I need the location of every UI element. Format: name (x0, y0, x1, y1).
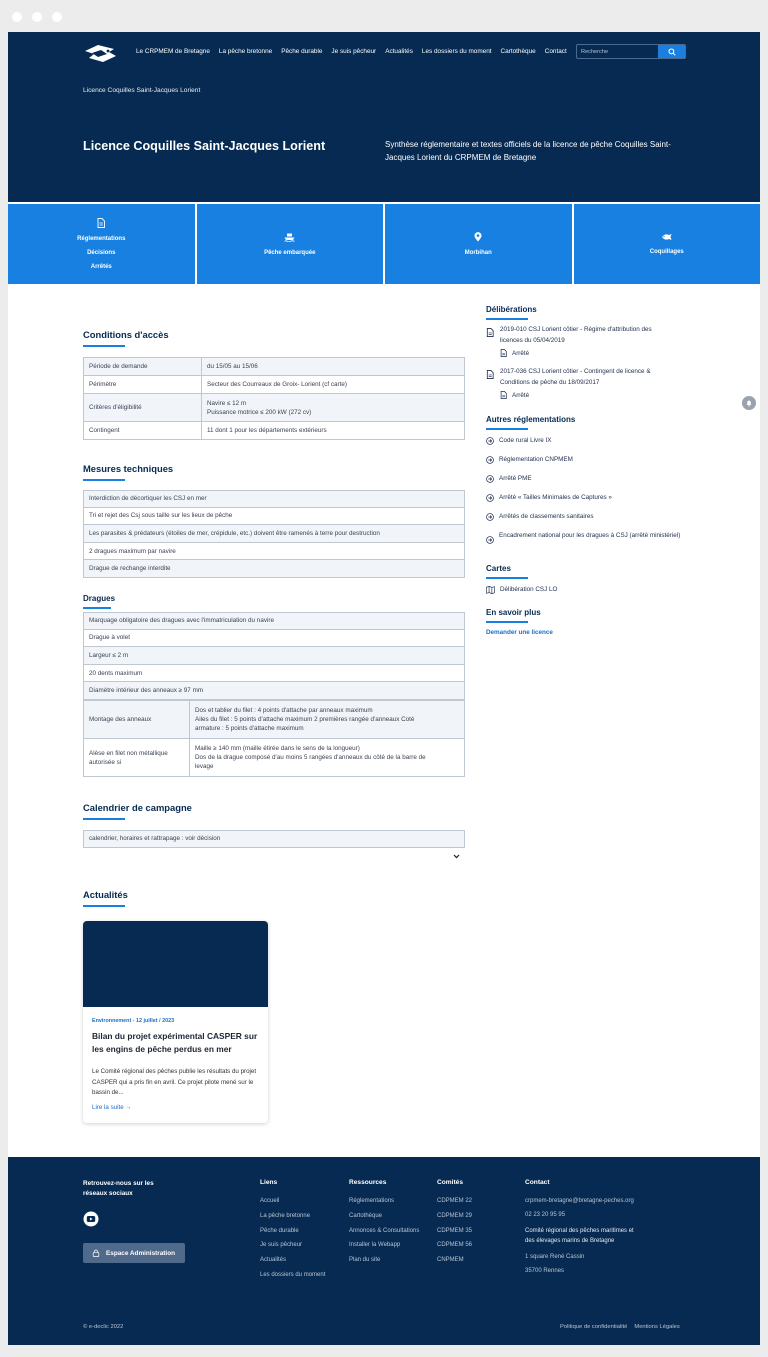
nav-item-actualites[interactable]: Actualités (385, 48, 413, 55)
reglementation-link[interactable] (486, 474, 681, 484)
reglementation-link[interactable] (486, 512, 681, 522)
footer-link[interactable]: Je suis pêcheur (260, 1242, 303, 1249)
table-row: calendrier, horaires et rattrapage : voir décision (83, 830, 465, 848)
footer-link[interactable]: Actualités (260, 1257, 287, 1264)
table-row: Largeur ≤ 2 m (83, 647, 465, 665)
deliberation-text: 2017-036 CSJ Lorient côtier - Contingent de licence & Conditions de pêche du 18/09/2017 (500, 368, 651, 386)
footer-link[interactable]: Annonces & Consultations (349, 1227, 420, 1234)
table-row: Drague à volet (83, 630, 465, 648)
link-label: Arrêté « Tailles Minimales de Captures » (499, 494, 612, 501)
dragues-heading: Dragues (83, 594, 115, 609)
table-cell-label: Critères d'éligibilité (84, 394, 202, 422)
footer-link[interactable]: Plan du site (349, 1257, 381, 1264)
footer-link[interactable]: CDPMEM 22 (437, 1198, 473, 1204)
dragues-list (83, 612, 465, 700)
tile-peche-embarquee[interactable] (197, 204, 384, 284)
reglementation-link[interactable] (486, 531, 681, 544)
value-line: Puissance motrice ≤ 200 kW (272 cv) (207, 408, 312, 416)
subitem-label: Arrêté (512, 391, 530, 399)
subitem-label: Arrêté (512, 349, 530, 357)
window-dot-icon (32, 12, 42, 22)
contact-phone[interactable]: 02 23 20 95 95 (525, 1212, 566, 1218)
pdf-file-icon (500, 391, 507, 399)
footer-col-heading: Contact (525, 1179, 550, 1186)
breadcrumb[interactable]: Licence Coquilles Saint-Jacques Lorient (83, 87, 201, 94)
footer-link[interactable]: CDPMEM 56 (437, 1242, 473, 1249)
browser-chrome (0, 0, 768, 32)
conditions-table (83, 357, 465, 440)
youtube-icon[interactable] (83, 1211, 99, 1227)
table-cell-value (202, 394, 465, 422)
value-line: Dos de la drague composé d'au moins 5 rangées d'anneaux du côté de la barre de (195, 754, 426, 761)
admin-button-label: Espace Administration (106, 1249, 176, 1257)
nav-item-dossiers[interactable]: Les dossiers du moment (421, 48, 492, 55)
table-row (84, 701, 465, 739)
footer-link[interactable]: La pêche bretonne (260, 1212, 311, 1219)
search-icon (668, 48, 676, 56)
map-icon (486, 586, 495, 594)
news-card[interactable] (83, 921, 268, 1123)
table-row (84, 422, 465, 440)
deliberation-text: 2019-010 CSJ Lorient côtier - Régime d'attribution des licences du 05/04/2019 (500, 326, 652, 344)
conditions-heading: Conditions d'accès (83, 329, 169, 347)
search-input[interactable] (577, 45, 658, 58)
deliberation-item[interactable] (486, 367, 676, 388)
footer-col-contact (525, 1179, 645, 1282)
tile-morbihan[interactable] (385, 204, 572, 284)
deliberation-subitem[interactable] (500, 349, 529, 357)
table-row: Les parasites & prédateurs (étoiles de mer, crépidule, etc.) doivent être ramenés à terre pour destruction (83, 525, 465, 543)
link-label: Arrêtés de classements sanitaires (499, 513, 594, 520)
news-card-meta: Environnement - 12 juillet / 2023 (92, 1018, 175, 1024)
footer-col-heading: Liens (260, 1179, 278, 1186)
window-dot-icon (52, 12, 62, 22)
table-row (84, 394, 465, 422)
link-label: Réglementation CNPMEM (499, 456, 573, 463)
chevron-down-icon[interactable] (453, 854, 460, 859)
social-heading: Retrouvez-nous sur les réseaux sociaux (83, 1180, 154, 1197)
tile-label: Arrêtés (90, 264, 112, 270)
table-cell-value (190, 739, 465, 777)
tile-label: Décisions (87, 250, 116, 256)
value-line: Navire ≤ 12 m (207, 399, 247, 407)
pdf-file-icon (486, 370, 494, 379)
footer-col-heading: Ressources (349, 1179, 387, 1186)
nav-item-peche-bretonne[interactable]: La pêche bretonne (218, 48, 273, 55)
news-card-title[interactable]: Bilan du projet expérimental CASPER sur les engins de pêche perdus en mer (92, 1031, 258, 1054)
nav-item-peche-durable[interactable]: Pêche durable (281, 48, 323, 55)
boat-icon (284, 233, 295, 242)
footer-link[interactable]: Installer la Webapp (349, 1242, 401, 1249)
footer-link[interactable]: CDPMEM 35 (437, 1227, 473, 1234)
link-label: Encadrement national pour les dragues à CSJ (arrêté ministériel) (499, 532, 681, 539)
shellfish-icon (661, 233, 672, 241)
arrow-circle-right-icon (486, 513, 494, 521)
demander-licence-link[interactable]: Demander une licence (486, 629, 553, 636)
table-cell-label: Montage des anneaux (84, 701, 190, 739)
admin-button[interactable] (83, 1243, 185, 1263)
footer-col-heading: Comités (437, 1179, 464, 1186)
reglementation-link[interactable] (486, 436, 681, 446)
value-line: Dos et tablier du filet : 4 points d'attache par anneaux maximum (195, 707, 373, 714)
table-cell-value (190, 701, 465, 739)
tile-label: Coquillages (649, 249, 684, 255)
table-row: 2 dragues maximum par navire (83, 543, 465, 561)
arrow-circle-right-icon (486, 437, 494, 445)
nav-item-crpmem[interactable]: Le CRPMEM de Bretagne (136, 48, 210, 55)
copyright: © e-declic 2022 (83, 1324, 124, 1330)
table-row (84, 376, 465, 394)
tile-label: Morbihan (464, 250, 492, 256)
deliberation-subitem[interactable] (500, 391, 529, 399)
link-label: Code rural Livre IX (499, 437, 552, 444)
dragues-table (83, 700, 465, 777)
document-icon (97, 218, 105, 228)
mesures-list (83, 490, 465, 578)
search-box (576, 44, 686, 59)
table-row: Tri et rejet des Csj sous taille sur les lieux de pêche (83, 508, 465, 526)
contact-street: 1 square René Cassin (525, 1254, 585, 1260)
value-line: armature : 5 points d'attache maximum (195, 725, 304, 732)
table-row (84, 358, 465, 376)
privacy-link[interactable]: Politique de confidentialité (560, 1324, 628, 1330)
site-footer (8, 1157, 760, 1345)
table-cell-value: Secteur des Courreaux de Groix- Lorient (cf carte) (202, 376, 465, 394)
autres-heading: Autres réglementations (486, 415, 575, 430)
arrow-circle-right-icon (486, 475, 494, 483)
deliberations-heading: Délibérations (486, 305, 537, 320)
nav-item-cartotheque[interactable]: Cartothèque (500, 48, 536, 55)
calendrier-list (83, 830, 465, 848)
table-cell-label: Périmètre (84, 376, 202, 394)
reglementation-link[interactable] (486, 455, 681, 465)
news-card-excerpt: Le Comité régional des pêches publie les résultats du projet CASPER qui a pris fin en avril. Ce projet pilote mené sur le bassin de... (92, 1068, 257, 1096)
savoir-heading: En savoir plus (486, 608, 541, 623)
pdf-file-icon (486, 328, 494, 337)
arrow-circle-right-icon (486, 536, 494, 544)
read-more-link[interactable]: Lire la suite → (92, 1104, 132, 1111)
actualites-heading: Actualités (83, 889, 128, 907)
table-row: Marquage obligatoire des dragues avec l'immatriculation du navire (83, 612, 465, 630)
page-title: Licence Coquilles Saint-Jacques Lorient (83, 139, 326, 153)
table-row: Drague de rechange interdite (83, 560, 465, 578)
footer-link[interactable]: Cartothèque (349, 1212, 383, 1219)
footer-link[interactable]: Accueil (260, 1198, 280, 1204)
table-cell-value: 11 dont 1 pour les départements extérieurs (202, 422, 465, 440)
footer-link[interactable]: CDPMEM 29 (437, 1212, 473, 1219)
search-button[interactable] (658, 45, 685, 58)
footer-col-ressources (349, 1179, 419, 1272)
notification-bell-icon[interactable] (742, 396, 756, 410)
table-cell-label: Alèse en filet non métallique autorisée si (84, 739, 190, 777)
crpmem-logo-icon[interactable] (83, 42, 117, 66)
category-tiles (8, 204, 760, 284)
value-line: Ailes du filet : 5 points d'attache maximum 2 premières rangée d'anneaux Coté (195, 716, 415, 723)
footer-link[interactable]: CNPMEM (437, 1257, 464, 1264)
contact-city: 35700 Rennes (525, 1268, 565, 1274)
news-card-image (83, 921, 268, 1007)
value-line: Maille ≥ 140 mm (maille étirée dans le sens de la longueur) (195, 745, 360, 752)
footer-link[interactable]: Les dossiers du moment (260, 1271, 326, 1278)
table-row (84, 739, 465, 777)
reglementation-link[interactable] (486, 493, 681, 503)
tile-reglementations[interactable] (8, 204, 195, 284)
lock-icon (92, 1249, 100, 1257)
carte-link[interactable] (486, 585, 681, 595)
mesures-heading: Mesures techniques (83, 463, 173, 481)
arrow-circle-right-icon (486, 456, 494, 464)
main-nav (136, 48, 567, 55)
table-cell-label: Période de demande (84, 358, 202, 376)
pdf-file-icon (500, 349, 507, 357)
table-cell-value: du 15/05 au 15/06 (202, 358, 465, 376)
footer-link[interactable]: Pêche durable (260, 1227, 299, 1234)
legal-notice-link[interactable]: Mentions Légales (634, 1324, 680, 1330)
calendrier-heading: Calendrier de campagne (83, 802, 192, 820)
page (8, 32, 760, 1345)
site-header (8, 32, 760, 202)
arrow-circle-right-icon (486, 494, 494, 502)
bell-glyph-icon (745, 399, 753, 407)
tile-coquillages[interactable] (574, 204, 761, 284)
footer-col-liens (260, 1179, 325, 1287)
table-cell-label: Contingent (84, 422, 202, 440)
location-pin-icon (474, 232, 482, 242)
legal-links (560, 1324, 680, 1330)
footer-link[interactable]: Réglementations (349, 1198, 395, 1204)
contact-email[interactable]: crpmem-bretagne@bretagne-peches.org (525, 1198, 634, 1204)
window-dot-icon (12, 12, 22, 22)
footer-col-comites (437, 1179, 472, 1272)
link-label: Arrêté PME (499, 475, 532, 482)
tile-label: Réglementations (77, 236, 126, 242)
table-row: Interdiction de décortiquer les CSJ en mer (83, 490, 465, 508)
table-row: Diamètre intérieur des anneaux ≥ 97 mm (83, 682, 465, 700)
link-label: Délibération CSJ LO (500, 586, 558, 593)
deliberation-item[interactable] (486, 325, 676, 346)
cartes-heading: Cartes (486, 564, 528, 579)
table-row: 20 dents maximum (83, 665, 465, 683)
nav-item-contact[interactable]: Contact (544, 48, 567, 55)
value-line: levage (195, 763, 214, 770)
contact-org: Comité régional des pêches maritimes et des élevages marins de Bretagne (525, 1228, 634, 1244)
tile-label: Pêche embarquée (264, 249, 316, 256)
page-lead: Synthèse réglementaire et textes officiels de la licence de pêche Coquilles Saint-Jacques Lorient du CRPMEM de Bretagne (385, 140, 671, 162)
nav-item-je-suis-pecheur[interactable]: Je suis pêcheur (331, 48, 377, 55)
